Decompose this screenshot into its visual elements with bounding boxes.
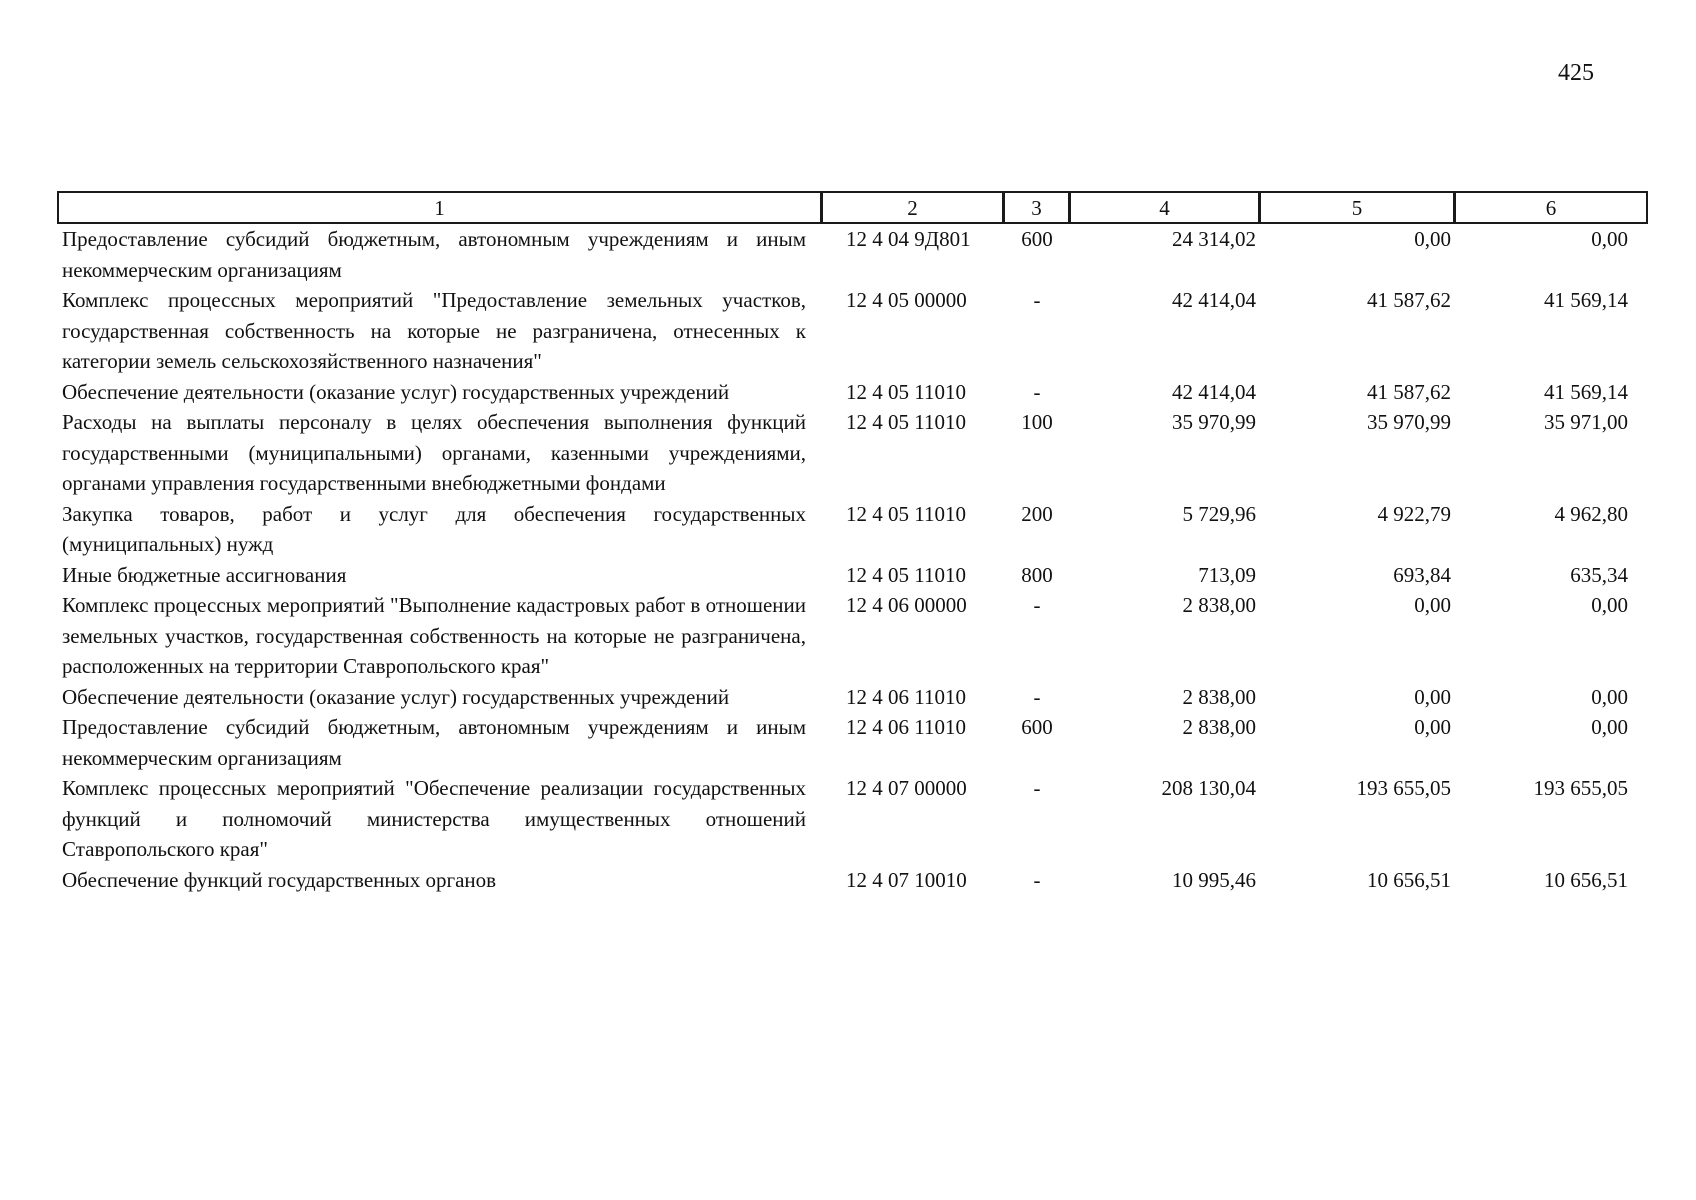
column-header-6: 6 bbox=[1455, 191, 1648, 224]
row-expense-type: 100 bbox=[1021, 410, 1053, 434]
table-row bbox=[57, 712, 1648, 773]
table-row bbox=[57, 590, 1648, 682]
row-expense-type: - bbox=[1033, 684, 1041, 709]
row-name: Комплекс процессных мероприятий "Предоставление земельных участков, государственная собственность на которые не разграничена, отнесенных к категории земель сельскохозяйственного назначения" bbox=[62, 288, 806, 373]
row-value-col5: 41 587,62 bbox=[1367, 288, 1451, 312]
table-row bbox=[57, 773, 1648, 865]
row-value-col6: 35 971,00 bbox=[1544, 410, 1628, 434]
row-expense-type: - bbox=[1033, 288, 1041, 312]
row-expense-type: 600 bbox=[1021, 227, 1053, 251]
row-value-col4: 5 729,96 bbox=[1182, 501, 1256, 526]
row-value-col5: 0,00 bbox=[1414, 715, 1451, 739]
row-expense-type: - bbox=[1033, 379, 1041, 404]
row-value-col4: 208 130,04 bbox=[1161, 776, 1256, 800]
row-value-col5: 41 587,62 bbox=[1367, 379, 1451, 404]
row-code: 12 4 06 11010 bbox=[846, 684, 966, 709]
row-code: 12 4 05 11010 bbox=[846, 501, 966, 526]
row-value-col5: 0,00 bbox=[1414, 684, 1451, 709]
row-code: 12 4 05 11010 bbox=[846, 410, 966, 434]
row-value-col5: 0,00 bbox=[1414, 227, 1451, 251]
row-code: 12 4 07 00000 bbox=[846, 776, 967, 800]
column-header-3: 3 bbox=[1004, 191, 1070, 224]
row-value-col4: 10 995,46 bbox=[1172, 867, 1256, 892]
table-body bbox=[57, 224, 1648, 895]
row-name: Обеспечение деятельности (оказание услуг) государственных учреждений bbox=[62, 684, 730, 709]
table-row bbox=[57, 224, 1648, 285]
table-header-row bbox=[57, 191, 1648, 224]
table-row bbox=[57, 377, 1648, 408]
row-expense-type: - bbox=[1033, 867, 1041, 892]
row-name: Комплекс процессных мероприятий "Обеспечение реализации государственных функций и полномочий министерства имущественных отношений Ставропольского края" bbox=[62, 776, 806, 861]
row-name: Закупка товаров, работ и услуг для обеспечения государственных (муниципальных) нужд bbox=[62, 501, 806, 556]
column-header-1: 1 bbox=[57, 191, 822, 224]
row-code: 12 4 06 00000 bbox=[846, 593, 967, 617]
table-row bbox=[57, 499, 1648, 560]
table-row bbox=[57, 407, 1648, 499]
row-value-col6: 635,34 bbox=[1570, 562, 1628, 587]
table-row bbox=[57, 560, 1648, 591]
row-expense-type: - bbox=[1033, 593, 1041, 617]
row-code: 12 4 05 00000 bbox=[846, 288, 967, 312]
row-name: Иные бюджетные ассигнования bbox=[62, 562, 347, 587]
row-expense-type: - bbox=[1033, 776, 1041, 800]
row-value-col4: 713,09 bbox=[1198, 562, 1256, 587]
row-value-col5: 35 970,99 bbox=[1367, 410, 1451, 434]
row-value-col5: 693,84 bbox=[1393, 562, 1451, 587]
column-header-5: 5 bbox=[1260, 191, 1455, 224]
row-expense-type: 800 bbox=[1021, 562, 1053, 587]
table-row bbox=[57, 285, 1648, 377]
budget-table bbox=[57, 191, 1648, 895]
table-row bbox=[57, 865, 1648, 896]
row-value-col5: 0,00 bbox=[1414, 593, 1451, 617]
row-name: Комплекс процессных мероприятий "Выполнение кадастровых работ в отношении земельных участков, государственная собственность на которые не разграничена, расположенных на территории Ставропольского края" bbox=[62, 593, 806, 678]
page-number: 425 bbox=[1558, 60, 1594, 86]
row-name: Обеспечение функций государственных органов bbox=[62, 867, 497, 892]
table-row bbox=[57, 682, 1648, 713]
row-value-col4: 2 838,00 bbox=[1182, 715, 1256, 739]
row-name: Предоставление субсидий бюджетным, автономным учреждениям и иным некоммерческим организациям bbox=[62, 227, 806, 282]
row-value-col6: 0,00 bbox=[1591, 593, 1628, 617]
row-value-col4: 2 838,00 bbox=[1182, 593, 1256, 617]
row-name: Предоставление субсидий бюджетным, автономным учреждениям и иным некоммерческим организациям bbox=[62, 715, 806, 770]
row-value-col6: 41 569,14 bbox=[1544, 379, 1628, 404]
row-value-col6: 0,00 bbox=[1591, 227, 1628, 251]
row-expense-type: 600 bbox=[1021, 715, 1053, 739]
row-value-col4: 2 838,00 bbox=[1182, 684, 1256, 709]
row-value-col4: 35 970,99 bbox=[1172, 410, 1256, 434]
row-code: 12 4 07 10010 bbox=[846, 867, 967, 892]
column-header-4: 4 bbox=[1070, 191, 1260, 224]
row-expense-type: 200 bbox=[1021, 501, 1053, 526]
row-value-col6: 0,00 bbox=[1591, 684, 1628, 709]
row-value-col5: 193 655,05 bbox=[1356, 776, 1451, 800]
column-header-2: 2 bbox=[822, 191, 1004, 224]
row-value-col4: 24 314,02 bbox=[1172, 227, 1256, 251]
row-name: Расходы на выплаты персоналу в целях обеспечения выполнения функций государственными (муниципальными) органами, казенными учреждениями, органами управления государственными внебюджетными фондами bbox=[62, 410, 806, 495]
row-value-col6: 10 656,51 bbox=[1544, 867, 1628, 892]
row-code: 12 4 05 11010 bbox=[846, 379, 966, 404]
row-name: Обеспечение деятельности (оказание услуг) государственных учреждений bbox=[62, 379, 730, 404]
row-code: 12 4 04 9Д801 bbox=[846, 227, 971, 251]
row-value-col4: 42 414,04 bbox=[1172, 379, 1256, 404]
row-value-col6: 4 962,80 bbox=[1554, 501, 1628, 526]
row-value-col4: 42 414,04 bbox=[1172, 288, 1256, 312]
row-code: 12 4 05 11010 bbox=[846, 562, 966, 587]
row-value-col5: 4 922,79 bbox=[1377, 501, 1451, 526]
row-value-col5: 10 656,51 bbox=[1367, 867, 1451, 892]
row-value-col6: 0,00 bbox=[1591, 715, 1628, 739]
row-value-col6: 193 655,05 bbox=[1533, 776, 1628, 800]
row-code: 12 4 06 11010 bbox=[846, 715, 966, 739]
row-value-col6: 41 569,14 bbox=[1544, 288, 1628, 312]
